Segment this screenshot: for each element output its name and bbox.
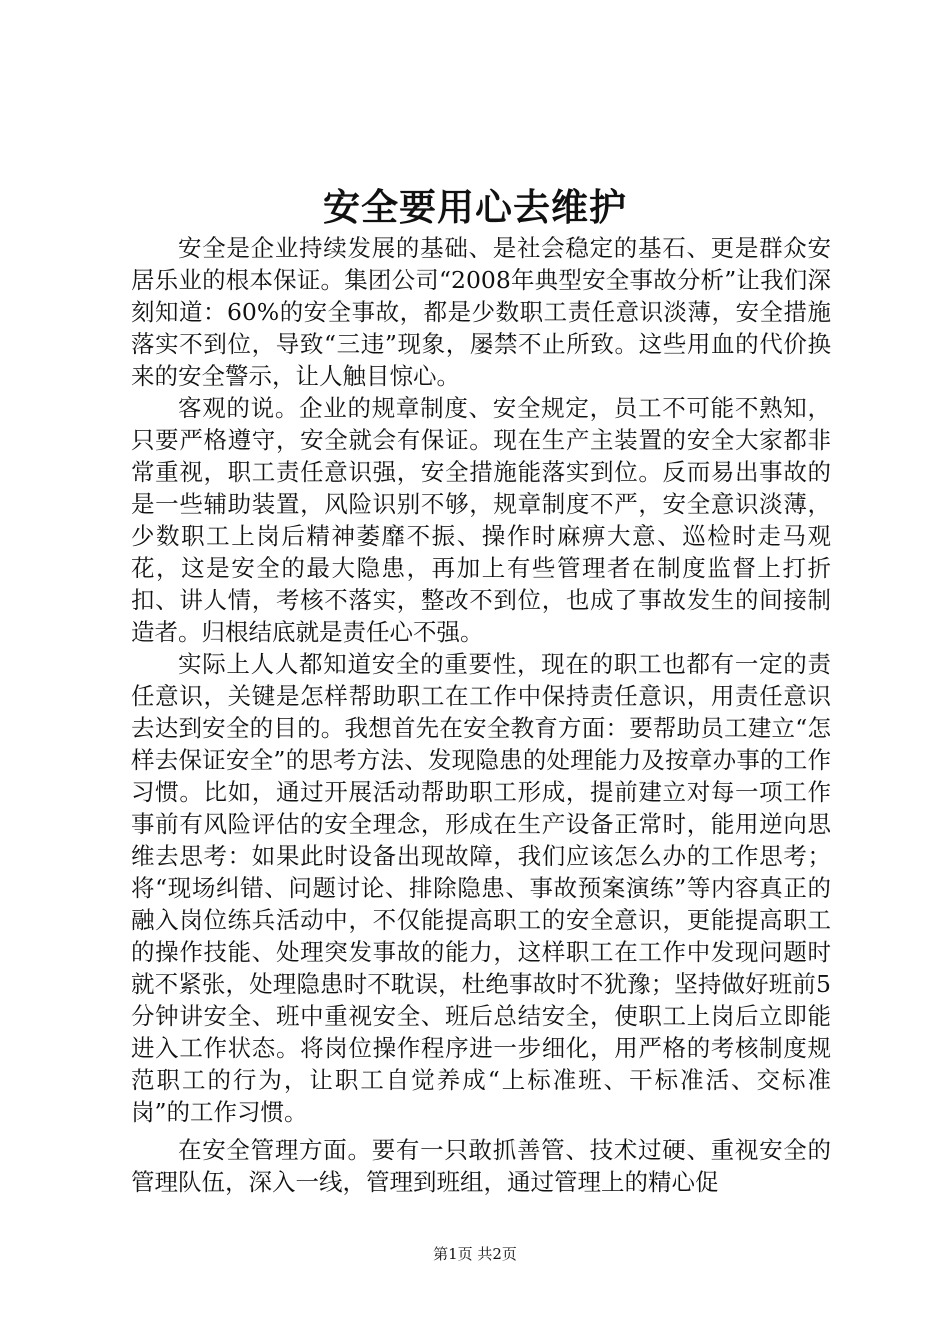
paragraph-objective-analysis: 客观的说。企业的规章制度、安全规定，员工不可能不熟知，只要严格遵守，安全就会有保证。现在生产主装置的安全大家都非常重视，职工责任意识强，安全措施能落实到位。反而易出事故的是一些辅助装置，风险识别不够，规章制度不严，安全意识淡薄，少数职工上岗后精神萎靡不振、操作时麻痹大意、巡检时走马观花，这是安全的最大隐患，再加上有些管理者在制度监督上打折扣、讲人情，考核不落实，整改不到位，也成了事故发生的间接制造者。归根结底就是责任心不强。 xyxy=(131,394,831,646)
paragraph-safety-management: 在安全管理方面。要有一只敢抓善管、技术过硬、重视安全的管理队伍，深入一线，管理到班组，通过管理上的精心促 xyxy=(131,1136,831,1196)
paragraph-safety-education: 实际上人人都知道安全的重要性，现在的职工也都有一定的责任意识，关键是怎样帮助职工在工作中保持责任意识，用责任意识去达到安全的目的。我想首先在安全教育方面：要帮助员工建立“怎样去保证安全”的思考方法、发现隐患的处理能力及按章办事的工作习惯。比如，通过开展活动帮助职工形成，提前建立对每一项工作事前有风险评估的安全理念，形成在生产设备正常时，能用逆向思维去思考：如果此时设备出现故障，我们应该怎么办的工作思考；将“现场纠错、问题讨论、排除隐患、事故预案演练”等内容真正的融入岗位练兵活动中，不仅能提高职工的安全意识，更能提高职工的操作技能、处理突发事故的能力，这样职工在工作中发现问题时就不紧张，处理隐患时不耽误，杜绝事故时不犹豫；坚持做好班前5分钟讲安全、班中重视安全、班后总结安全，使职工上岗后立即能进入工作状态。将岗位操作程序进一步细化，用严格的考核制度规范职工的行为，让职工自觉养成“上标准班、干标准活、交标准岗”的工作习惯。 xyxy=(131,650,831,1126)
paragraph-intro: 安全是企业持续发展的基础、是社会稳定的基石、更是群众安居乐业的根本保证。集团公司“2008年典型安全事故分析”让我们深刻知道：60%的安全事故，都是少数职工责任意识淡薄，安全措施落实不到位，导致“三违”现象，屡禁不止所致。这些用血的代价换来的安全警示，让人触目惊心。 xyxy=(131,234,831,390)
document-body xyxy=(131,232,831,1198)
document-title: 安全要用心去维护 xyxy=(323,185,627,229)
page-footer: 第1页 共2页 xyxy=(433,1245,517,1263)
